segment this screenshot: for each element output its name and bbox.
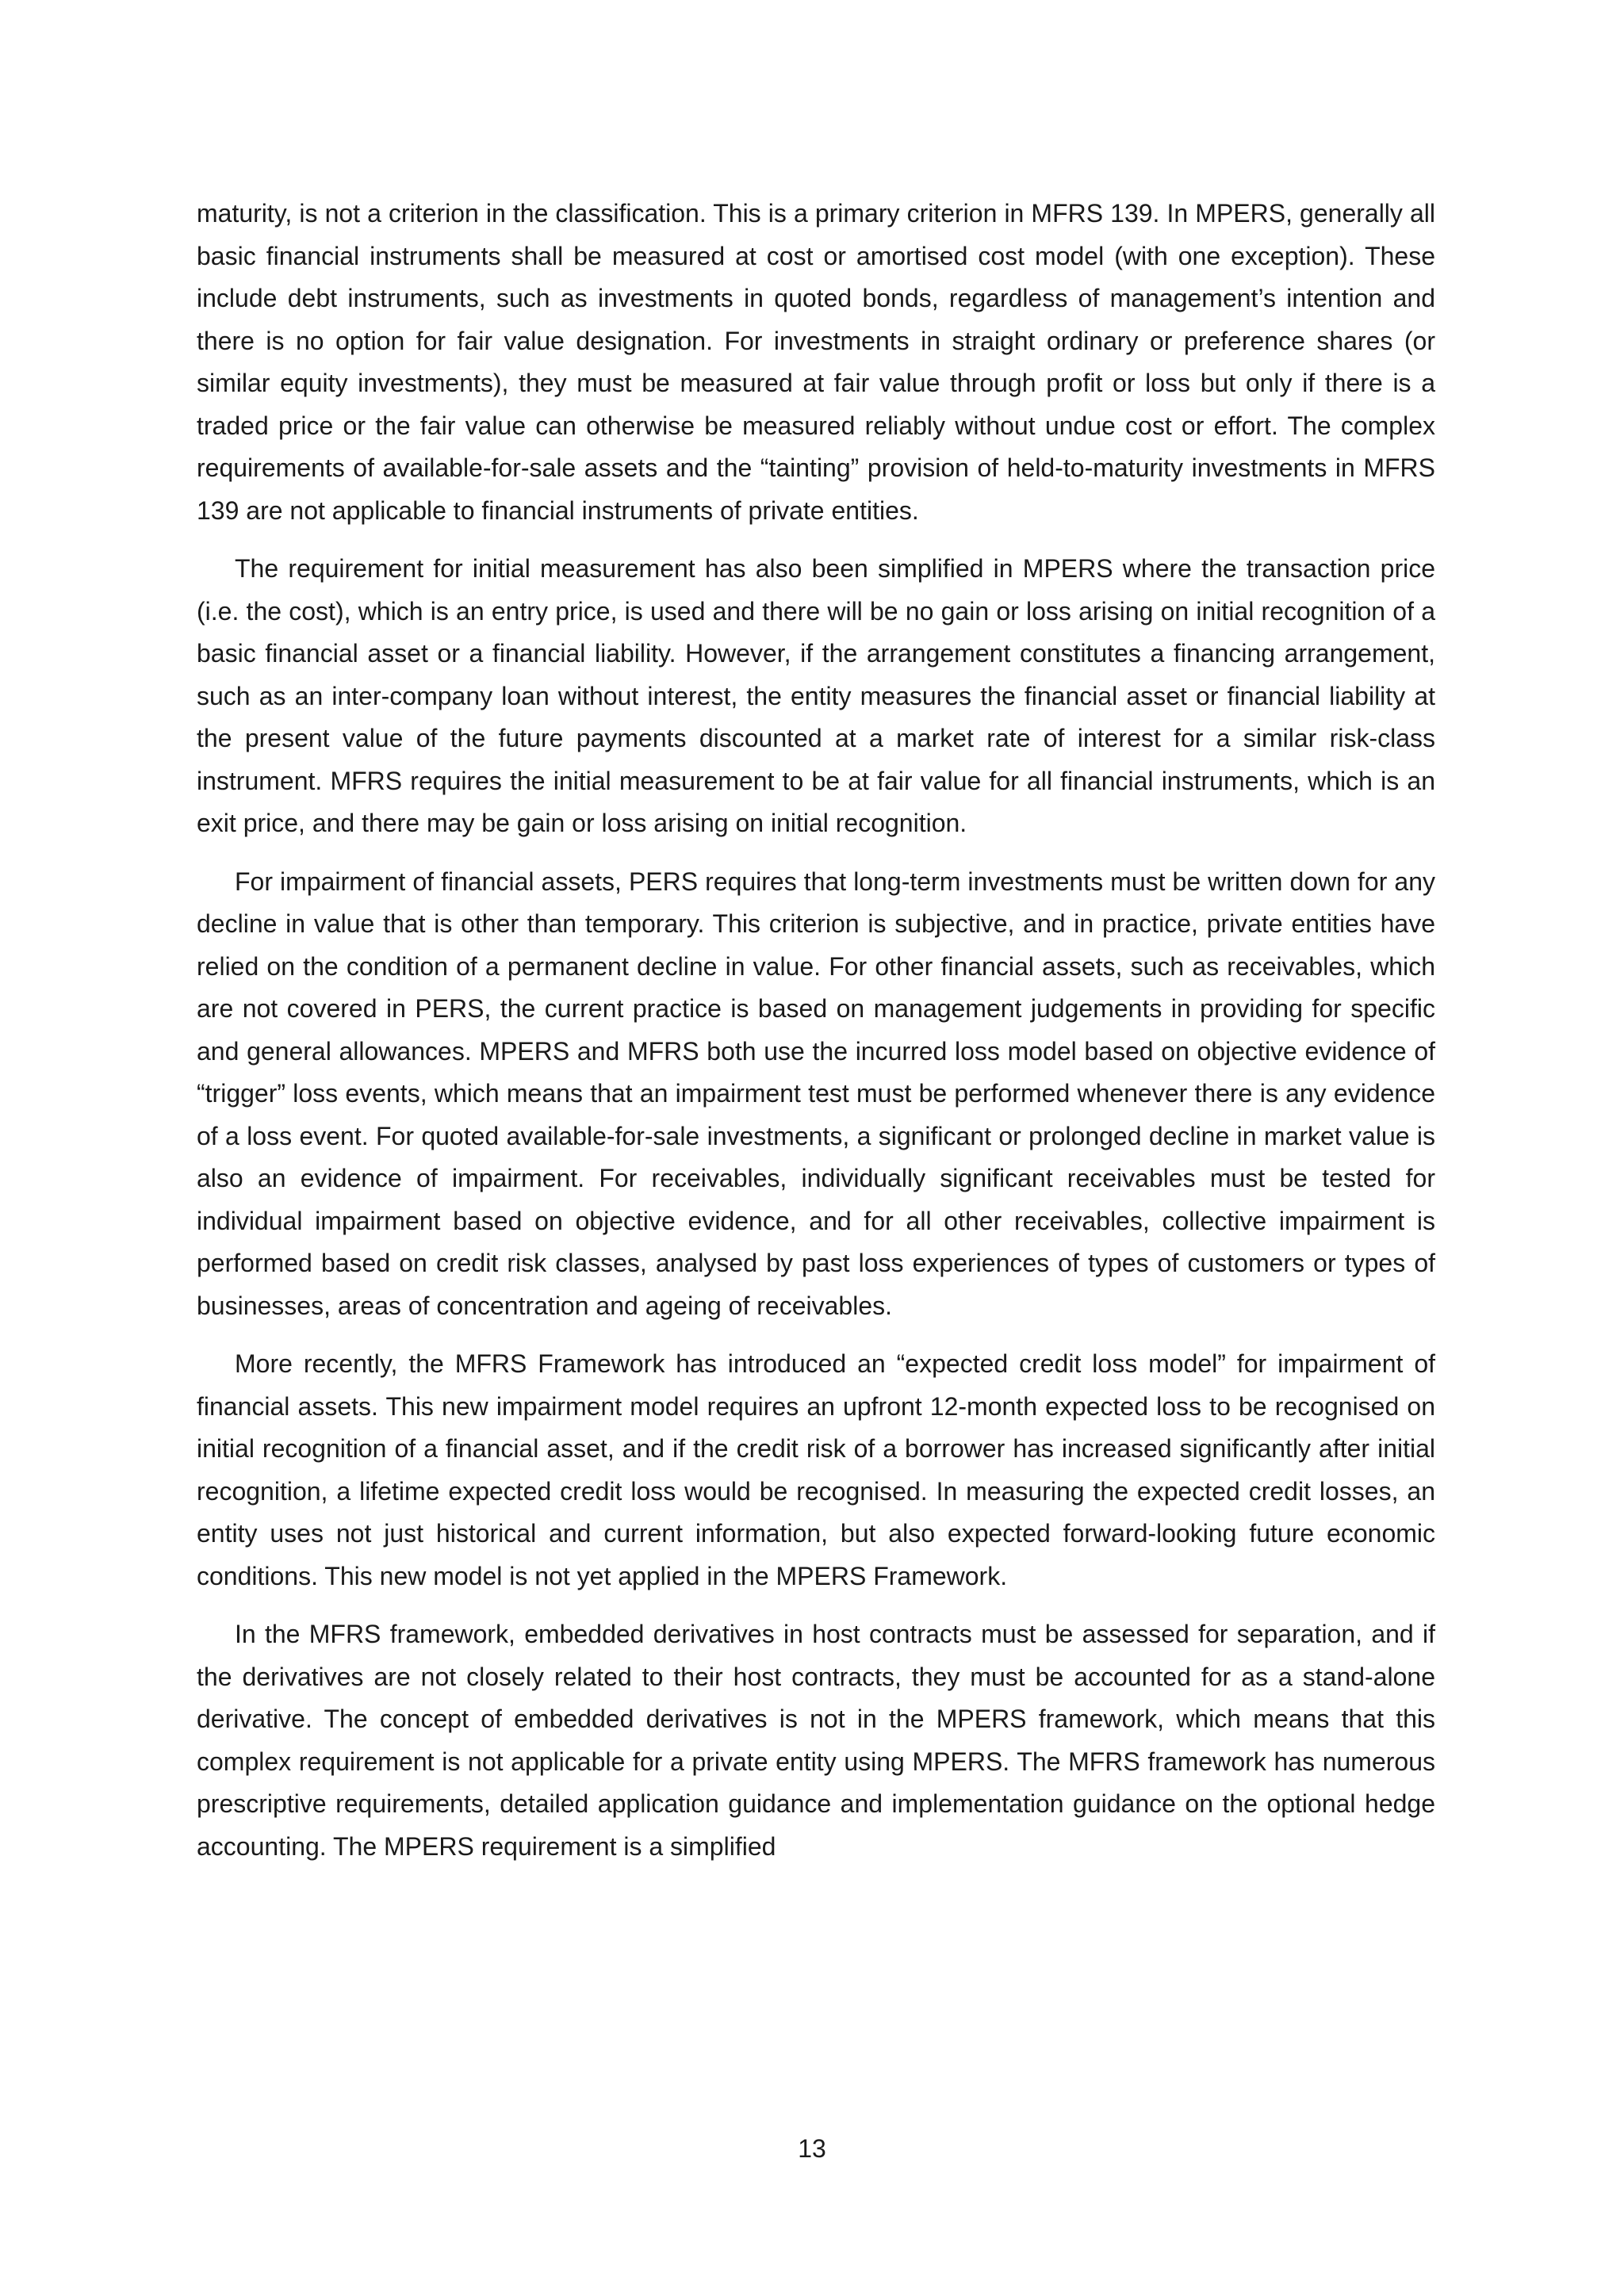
body-text bbox=[197, 193, 1435, 1884]
paragraph-continuation: maturity, is not a criterion in the classification. This is a primary criterion in MFRS 139. In MPERS, generally all basic financial instruments shall be measured at cost or amortised cost model (with one exception). These include debt instruments, such as investments in quoted bonds, regardless of management’s intention and there is no option for fair value designation. For investments in straight ordinary or preference shares (or similar equity investments), they must be measured at fair value through profit or loss but only if there is a traded price or the fair value can otherwise be measured reliably without undue cost or effort. The complex requirements of available-for-sale assets and the “tainting” provision of held-to-maturity investments in MFRS 139 are not applicable to financial instruments of private entities. bbox=[197, 199, 1435, 525]
page-number: 13 bbox=[798, 2134, 826, 2163]
paragraph-embedded-derivatives: In the MFRS framework, embedded derivatives in host contracts must be assessed for separation, and if the derivatives are not closely related to their host contracts, they must be accounted for as a stand-alone derivative. The concept of embedded derivatives is not in the MPERS framework, which means that this complex requirement is not applicable for a private entity using MPERS. The MFRS framework has numerous prescriptive requirements, detailed application guidance and implementation guidance on the optional hedge accounting. The MPERS requirement is a simplified bbox=[197, 1620, 1435, 1861]
paragraph-impairment: For impairment of financial assets, PERS requires that long-term investments must be written down for any decline in value that is other than temporary. This criterion is subjective, and in practice, private entities have relied on the condition of a permanent decline in value. For other financial assets, such as receivables, which are not covered in PERS, the current practice is based on management judgements in providing for specific and general allowances. MPERS and MFRS both use the incurred loss model based on objective evidence of “trigger” loss events, which means that an impairment test must be performed whenever there is any evidence of a loss event. For quoted available-for-sale investments, a significant or prolonged decline in market value is also an evidence of impairment. For receivables, individually significant receivables must be tested for individual impairment based on objective evidence, and for all other receivables, collective impairment is performed based on credit risk classes, analysed by past loss experiences of types of customers or types of businesses, areas of concentration and ageing of receivables. bbox=[197, 867, 1435, 1320]
paragraph-initial-measurement: The requirement for initial measurement has also been simplified in MPERS where the transaction price (i.e. the cost), which is an entry price, is used and there will be no gain or loss arising on initial recognition of a basic financial asset or a financial liability. However, if the arrangement constitutes a financing arrangement, such as an inter-company loan without interest, the entity measures the financial asset or financial liability at the present value of the future payments discounted at a market rate of interest for a similar risk-class instrument. MFRS requires the initial measurement to be at fair value for all financial instruments, which is an exit price, and there may be gain or loss arising on initial recognition. bbox=[197, 554, 1435, 837]
paragraph-expected-credit-loss: More recently, the MFRS Framework has introduced an “expected credit loss model” for impairment of financial assets. This new impairment model requires an upfront 12-month expected loss to be recognised on initial recognition of a financial asset, and if the credit risk of a borrower has increased significantly after initial recognition, a lifetime expected credit loss would be recognised. In measuring the expected credit losses, an entity uses not just historical and current information, but also expected forward-looking future economic conditions. This new model is not yet applied in the MPERS Framework. bbox=[197, 1349, 1435, 1590]
